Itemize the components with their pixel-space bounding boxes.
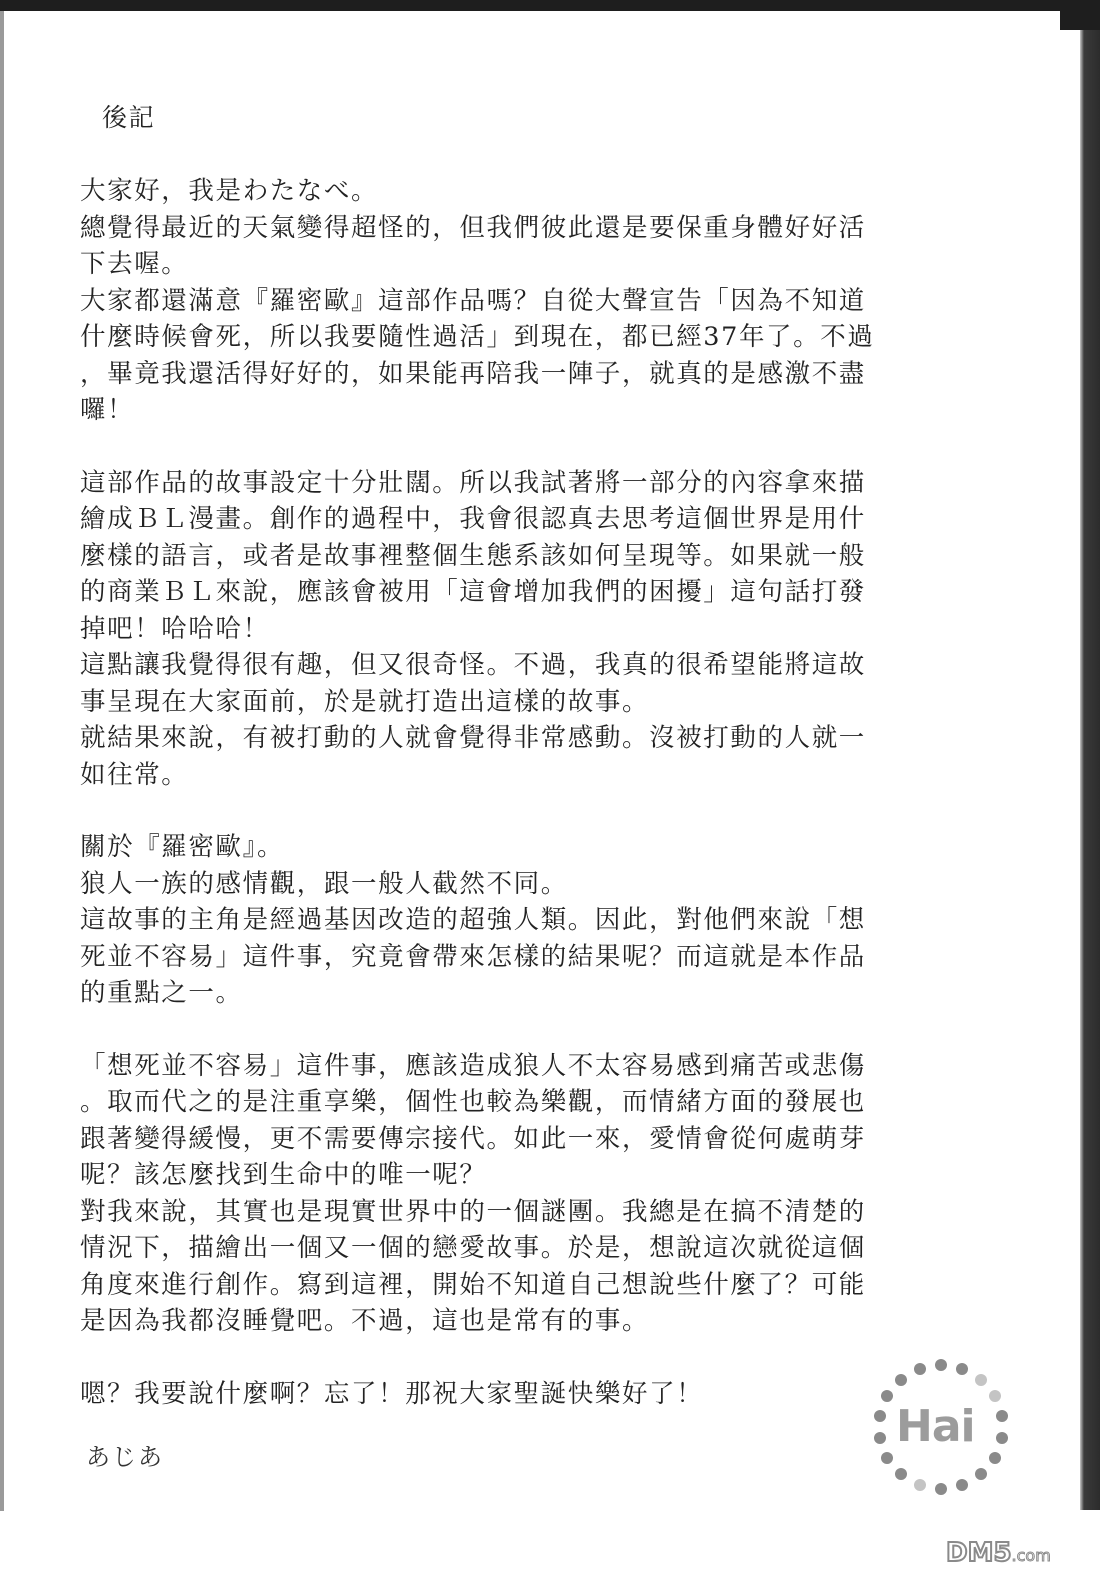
paragraph-gap <box>80 1012 960 1048</box>
text-line: 呢？該怎麼找到生命中的唯一呢？ <box>80 1160 487 1190</box>
text-line: 麼樣的語言，或者是故事裡整個生態系該如何呈現等。如果就一般 <box>80 540 866 571</box>
paragraph <box>80 173 960 429</box>
text-line: 是因為我都沒睡覺吧。不過，這也是常有的事。 <box>80 1306 650 1336</box>
text-line: 這故事的主角是經過基因改造的超強人類。因此，對他們來說「想 <box>80 905 866 935</box>
logo-dot <box>874 1432 886 1444</box>
dm5-site-logo <box>946 1538 1051 1568</box>
text-line: 的重點之一。 <box>80 978 243 1008</box>
logo-dot <box>956 1363 968 1375</box>
text-line: 下去喔。 <box>80 249 189 279</box>
text-line: 大家好，我是わたなべ。 <box>80 176 379 206</box>
scan-corner-shadow <box>1060 0 1100 30</box>
text-line: 就結果來說，有被打動的人就會覺得非常感動。沒被打動的人就一 <box>80 723 866 753</box>
logo-dot <box>881 1452 893 1464</box>
text-line: 對我來說，其實也是現實世界中的一個謎團。我總是在搞不清楚的 <box>80 1196 866 1227</box>
text-line: 繪成ＢＬ漫畫。創作的過程中，我會很認真去思考這個世界是用什 <box>80 504 866 534</box>
paragraph <box>80 1376 960 1413</box>
text-line: 狼人一族的感情觀，跟一般人截然不同。 <box>80 868 568 899</box>
logo-dot <box>975 1374 987 1386</box>
text-line: 囉！ <box>80 395 135 425</box>
logo-dot <box>996 1410 1008 1422</box>
logo-dot <box>989 1452 1001 1464</box>
logo-dot <box>914 1363 926 1375</box>
paragraph <box>80 465 960 794</box>
afterword-text <box>80 100 960 1412</box>
book-spine-edge <box>1080 0 1100 1510</box>
text-line: 情況下，描繪出一個又一個的戀愛故事。於是，想說這次就從這個 <box>80 1233 866 1263</box>
afterword-body <box>80 173 960 1412</box>
text-line: 大家都還滿意『羅密歐』這部作品嗎？自從大聲宣告「因為不知道 <box>80 285 866 316</box>
paragraph-gap <box>80 429 960 465</box>
text-line: 如往常。 <box>80 759 189 790</box>
text-line: 掉吧！哈哈哈！ <box>80 613 270 644</box>
logo-dot <box>935 1483 947 1495</box>
logo-dot <box>895 1374 907 1386</box>
watermark-label: Hai <box>896 1401 975 1452</box>
paragraph <box>80 829 960 1012</box>
text-line: 死並不容易」這件事，究竟會帶來怎樣的結果呢？而這就是本作品 <box>80 941 866 972</box>
logo-dot <box>881 1390 893 1402</box>
scan-top-edge <box>0 0 1100 11</box>
logo-dot <box>996 1432 1008 1444</box>
text-line: 這部作品的故事設定十分壯闊。所以我試著將一部分的內容拿來描 <box>80 467 866 498</box>
text-line: 事呈現在大家面前，於是就打造出這樣的故事。 <box>80 686 650 717</box>
logo-dot <box>989 1390 1001 1402</box>
text-line: 總覺得最近的天氣變得超怪的，但我們彼此還是要保重身體好好活 <box>80 212 866 243</box>
logo-dot <box>874 1410 886 1422</box>
paragraph <box>80 1048 960 1340</box>
text-line: 角度來進行創作。寫到這裡，開始不知道自己想說些什麼了？可能 <box>80 1269 866 1300</box>
logo-dot <box>914 1479 926 1491</box>
page-title: 後記 <box>102 103 156 132</box>
author-signature: あじあ <box>86 1443 164 1471</box>
text-line: 什麼時候會死，所以我要隨性過活」到現在，都已經37年了。不過 <box>80 322 875 352</box>
text-line: 的商業ＢＬ來說，應該會被用「這會增加我們的困擾」這句話打發 <box>80 577 866 607</box>
text-line: 這點讓我覺得很有趣，但又很奇怪。不過，我真的很希望能將這故 <box>80 650 866 680</box>
text-line: 嗯？我要說什麼啊？忘了！那祝大家聖誕快樂好了！ <box>80 1378 704 1409</box>
text-line: ，畢竟我還活得好好的，如果能再陪我一陣子，就真的是感激不盡 <box>80 358 866 389</box>
paragraph-gap <box>80 1340 960 1376</box>
logo-dot <box>935 1359 947 1371</box>
logo-dot <box>895 1468 907 1480</box>
text-line: 「想死並不容易」這件事，應該造成狼人不太容易感到痛苦或悲傷 <box>80 1050 866 1081</box>
site-logo-suffix: .com <box>1011 1546 1051 1565</box>
logo-dot <box>975 1468 987 1480</box>
logo-dot <box>956 1479 968 1491</box>
text-line: 跟著變得緩慢，更不需要傳宗接代。如此一來，愛情會從何處萌芽 <box>80 1123 866 1154</box>
paragraph-gap <box>80 793 960 829</box>
site-logo-main: DM5 <box>946 1538 1012 1568</box>
text-line: 。取而代之的是注重享樂，個性也較為樂觀，而情緒方面的發展也 <box>80 1087 866 1117</box>
scan-left-edge <box>0 11 4 1511</box>
hai-watermark <box>866 1352 1016 1502</box>
text-line: 關於『羅密歐』。 <box>80 832 285 862</box>
